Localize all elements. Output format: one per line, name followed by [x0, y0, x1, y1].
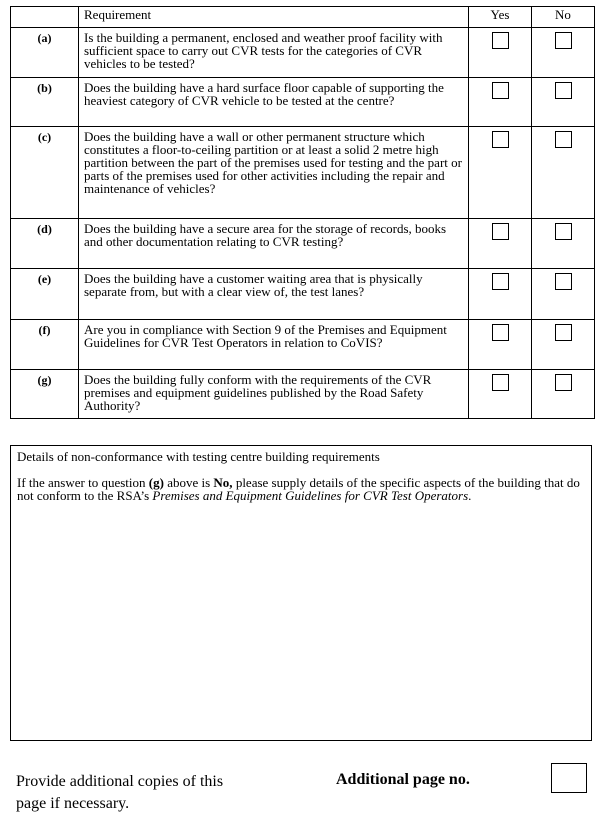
row-label: (c): [11, 127, 79, 219]
row-label: (f): [11, 320, 79, 370]
no-checkbox[interactable]: [532, 28, 595, 78]
nonconformance-details-box[interactable]: [10, 445, 592, 741]
row-text: Does the building have a secure area for the storage of records, books and other documentation relating to CVR testing?: [79, 219, 469, 269]
row-label: (d): [11, 219, 79, 269]
row-label: (g): [11, 370, 79, 419]
yes-checkbox[interactable]: [469, 269, 532, 320]
row-label: (b): [11, 78, 79, 127]
table-row: [11, 219, 595, 269]
no-checkbox[interactable]: [532, 78, 595, 127]
additional-page-number-field[interactable]: [551, 763, 587, 793]
table-row: [11, 78, 595, 127]
row-text: Does the building have a wall or other permanent structure which constitutes a floor-to-ceiling partition or at least a solid 2 metre high partition between the part of the premises used for testing and the part or parts of the premises used for other activities including the repair and maintenance of vehicles?: [79, 127, 469, 219]
requirements-table: [10, 6, 595, 419]
additional-copies-note: Provide additional copies of this page if necessary.: [16, 773, 224, 812]
row-text: Does the building have a customer waiting area that is physically separate from, but with a clear view of, the test lanes?: [79, 269, 469, 320]
row-text: Does the building have a hard surface floor capable of supporting the heaviest category of CVR vehicle to be tested at the centre?: [79, 78, 469, 127]
table-row: [11, 127, 595, 219]
yes-checkbox[interactable]: [469, 28, 532, 78]
yes-checkbox[interactable]: [469, 320, 532, 370]
no-checkbox[interactable]: [532, 269, 595, 320]
no-checkbox[interactable]: [532, 320, 595, 370]
nonconformance-title: Details of non-conformance with testing centre building requirements: [17, 449, 380, 464]
header-no: No: [532, 7, 595, 28]
yes-checkbox[interactable]: [469, 219, 532, 269]
table-row: [11, 269, 595, 320]
no-checkbox[interactable]: [532, 127, 595, 219]
no-checkbox[interactable]: [532, 370, 595, 419]
table-row: [11, 28, 595, 78]
row-text: Are you in compliance with Section 9 of the Premises and Equipment Guidelines for CVR Test Operators in relation to CoVIS?: [79, 320, 469, 370]
row-label: (a): [11, 28, 79, 78]
table-row: [11, 370, 595, 419]
yes-checkbox[interactable]: [469, 127, 532, 219]
row-text: Is the building a permanent, enclosed and weather proof facility with sufficient space to carry out CVR tests for the categories of CVR vehicles to be tested?: [79, 28, 469, 78]
header-yes: Yes: [469, 7, 532, 28]
yes-checkbox[interactable]: [469, 370, 532, 419]
yes-checkbox[interactable]: [469, 78, 532, 127]
no-checkbox[interactable]: [532, 219, 595, 269]
table-row: [11, 320, 595, 370]
row-text: Does the building fully conform with the requirements of the CVR premises and equipment guidelines published by the Road Safety Authority?: [79, 370, 469, 419]
additional-page-label: Additional page no.: [336, 771, 470, 788]
table-header-row: [11, 7, 595, 28]
row-label: (e): [11, 269, 79, 320]
nonconformance-instructions: If the answer to question (g) above is No, please supply details of the specific aspects of the building that do not conform to the RSA’s Premises and Equipment Guidelines for CVR Test Operators.: [17, 475, 580, 503]
header-blank: [11, 7, 79, 28]
header-requirement: Requirement: [79, 7, 469, 28]
